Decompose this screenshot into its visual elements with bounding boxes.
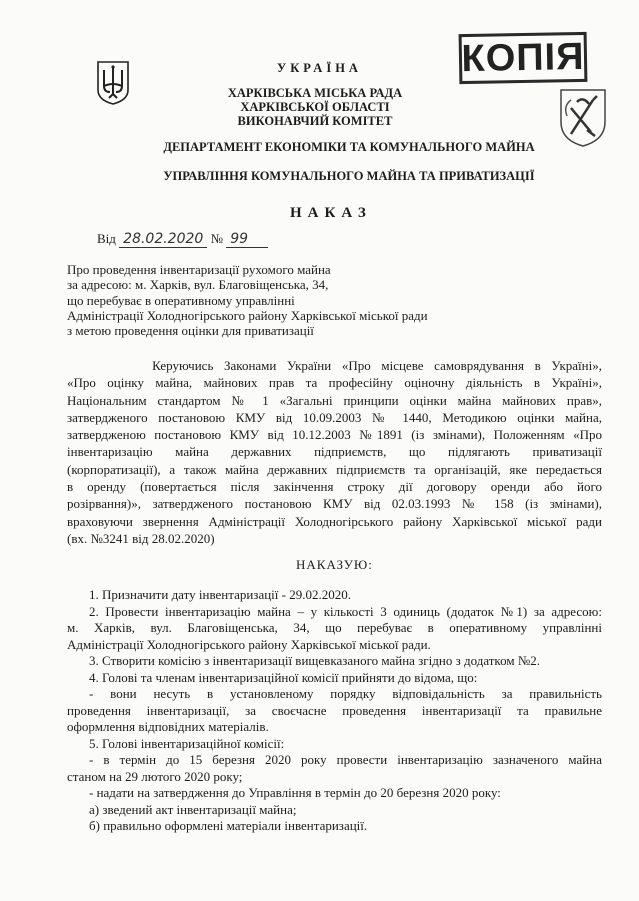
preamble-line: Керуючись Законами України «Про місцеве самоврядування в Україні», — [67, 358, 602, 373]
handwritten-date: 28.02.2020 — [119, 232, 207, 248]
preamble-line: Національним стандартом № 1 «Загальні принципи оцінки майна майнових прав», — [67, 392, 602, 408]
subject-line: за адресою: м. Харків, вул. Благовіщенська, 34, — [67, 277, 329, 293]
subject-line: Адміністрації Холодногірського району Харківської міської ради — [67, 307, 428, 323]
order-item-line: 1. Призначити дату інвентаризації - 29.02.2020. — [89, 587, 351, 602]
city-emblem-icon — [557, 86, 609, 148]
order-item-line: станом на 29 лютого 2020 року; — [67, 768, 243, 784]
preamble-line: затвердженого постановою КМУ від 10.09.2003 № 1440, Методикою оцінки майна, — [67, 409, 602, 425]
preamble-line: інвентаризацію майна державних підприємств, що підлягають приватизації — [67, 444, 602, 460]
order-item-line: - надати на затвердження до Управління в термін до 20 березня 2020 року: — [89, 785, 501, 800]
order-item-line: Адміністрації Холодногірського району Харківської міської ради. — [67, 636, 431, 652]
subject-block — [67, 262, 428, 338]
subject-line: з метою проведення оцінки для приватизації — [67, 323, 314, 339]
preamble-line: в оренду (повертається після закінчення строку дії договору оренди або його — [67, 479, 602, 495]
order-item-line: - в термін до 15 березня 2020 року провести інвентаризацію зазначеного майна — [89, 752, 602, 767]
department-heading: ДЕПАРТАМЕНТ ЕКОНОМІКИ ТА КОМУНАЛЬНОГО МАЙНА — [163, 140, 535, 154]
preamble-line: «Про оцінку майна, майнових прав та професійну оціночну діяльність в Україні», — [67, 375, 602, 391]
country-heading: УКРАЇНА — [277, 61, 362, 75]
handwritten-number: 99 — [226, 232, 268, 248]
preamble-paragraph — [67, 357, 602, 547]
order-items — [67, 587, 602, 835]
order-item-line: а) зведений акт інвентаризації майна; — [89, 801, 297, 817]
number-prefix: № — [210, 231, 223, 246]
order-item-line: 3. Створити комісію з інвентаризації вищевказаного майна згідно з додатком №2. — [89, 653, 540, 668]
preamble-line: розірвання)», затвердженого постановою КМУ від 02.03.1993 № 158 (із змінами), — [67, 496, 602, 512]
preamble-line: (вх. №3241 від 28.02.2020) — [67, 530, 215, 546]
subject-line: Про проведення інвентаризації рухомого майна — [67, 262, 331, 277]
order-item-line: 5. Голові інвентаризаційної комісії: — [89, 735, 285, 751]
order-date-number — [97, 231, 268, 248]
executive-committee-heading: ВИКОНАВЧИЙ КОМІТЕТ — [237, 114, 393, 128]
order-item-line: 4. Голові та членам інвентаризаційної комісії прийняти до відома, що: — [89, 669, 478, 685]
order-item-line: б) правильно оформлені матеріали інвентаризації. — [89, 818, 368, 833]
directorate-heading: УПРАВЛІННЯ КОМУНАЛЬНОГО МАЙНА ТА ПРИВАТИЗАЦІЇ — [163, 169, 535, 183]
order-item-line: проведення інвентаризації, за своєчасне проведення інвентаризації та правильне — [67, 702, 602, 718]
preamble-line: враховуючи звернення Адміністрації Холодногірського району Харківської міської ради — [67, 513, 602, 529]
preamble-line: затвердженою постановою КМУ від 10.12.2003 №1891 (із змінами), Положенням «Про — [67, 427, 602, 443]
order-item-line: м. Харків, вул. Благовіщенська, 34, що перебуває в оперативному управлінні — [67, 620, 602, 635]
order-heading: НАКАЗУЮ: — [296, 557, 373, 572]
region-heading: ХАРКІВСЬКОЇ ОБЛАСТІ — [240, 100, 390, 114]
order-item-line: оформлення відповідних матеріалів. — [67, 719, 269, 734]
preamble-line: (корпоратизації), а також майна державних підприємств та організацій, яке передається — [67, 461, 602, 477]
city-council-heading: ХАРКІВСЬКА МІСЬКА РАДА — [227, 86, 403, 100]
order-item-line: - вони несуть в установленому порядку відповідальність за правильність — [89, 686, 602, 701]
date-prefix: Від — [97, 231, 116, 246]
order-item-line: 2. Провести інвентаризацію майна – у кількості 3 одиниць (додаток №1) за адресою: — [89, 603, 602, 619]
subject-line: що перебуває в оперативному управлінні — [67, 292, 295, 308]
document-title: НАКАЗ — [290, 205, 372, 221]
copy-stamp: КОПІЯ — [459, 32, 588, 84]
